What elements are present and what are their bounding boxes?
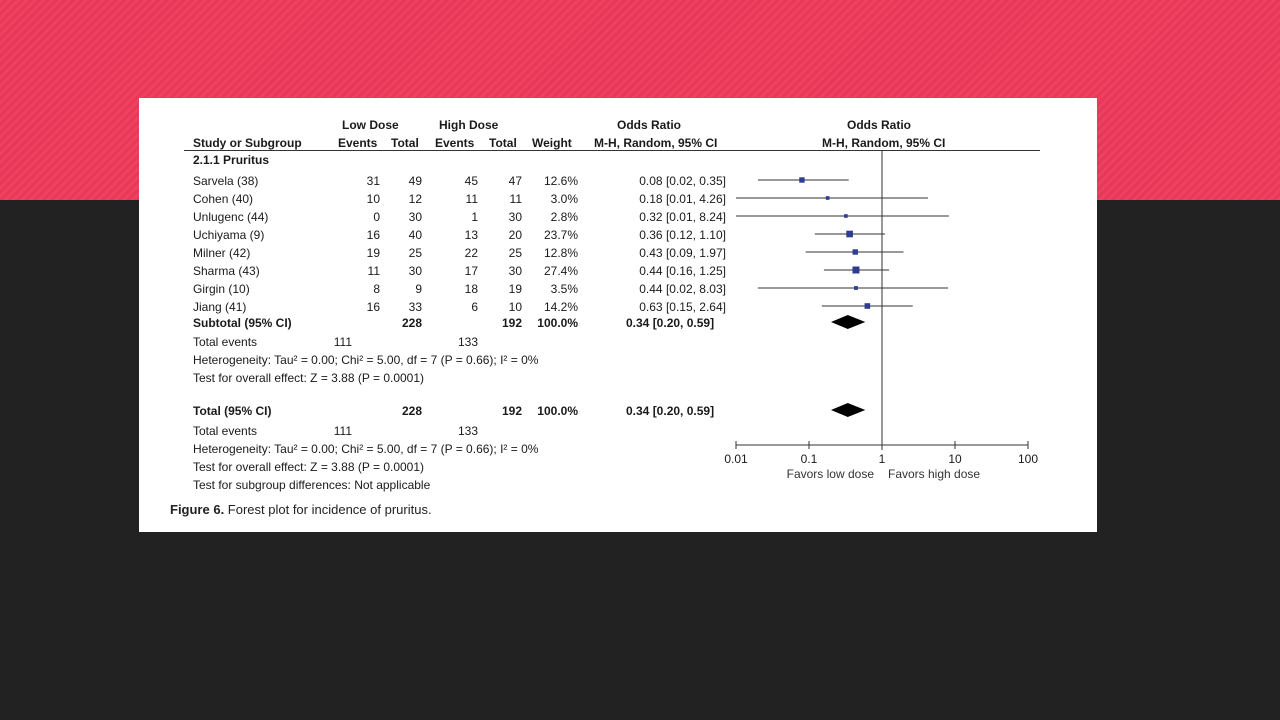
row-weight: 12.8% (543, 246, 578, 260)
subtotal-events-low: 111 (333, 335, 352, 349)
row-study: Sharma (43) (193, 264, 260, 278)
total-total-high: 192 (501, 404, 522, 418)
subtotal-ci: 0.34 [0.20, 0.59] (626, 316, 715, 330)
low-dose-header: Low Dose (342, 118, 399, 132)
row-total-low: 30 (408, 210, 422, 224)
study-marker (853, 249, 858, 254)
subtotal-total-low: 228 (401, 316, 422, 330)
row-weight: 3.0% (550, 192, 578, 206)
row-study: Uchiyama (9) (193, 228, 265, 242)
row-events-low: 16 (366, 300, 380, 314)
odds-ratio-right-header: Odds Ratio (847, 118, 912, 132)
favors-high-label: Favors high dose (888, 467, 981, 481)
total-events-label: Total events (193, 424, 258, 438)
subtotal-label: Subtotal (95% CI) (193, 316, 292, 330)
high-dose-header: High Dose (439, 118, 499, 132)
study-marker (846, 231, 853, 238)
row-weight: 3.5% (550, 282, 578, 296)
row-events-high: 6 (471, 300, 478, 314)
row-events-low: 10 (366, 192, 380, 206)
row-total-high: 25 (508, 246, 522, 260)
total-weight: 100.0% (537, 404, 578, 418)
row-total-high: 30 (508, 210, 522, 224)
row-total-high: 10 (508, 300, 522, 314)
row-events-low: 31 (366, 174, 380, 188)
row-total-low: 9 (415, 282, 422, 296)
total-total-low: 228 (401, 404, 422, 418)
study-marker (865, 303, 871, 309)
row-total-low: 25 (408, 246, 422, 260)
subgroup-title: 2.1.1 Pruritus (193, 153, 270, 167)
favors-low-label: Favors low dose (786, 467, 874, 481)
row-total-high: 30 (508, 264, 522, 278)
row-events-high: 13 (464, 228, 478, 242)
subtotal-weight: 100.0% (537, 316, 578, 330)
total-events-low: 111 (333, 424, 352, 438)
forest-plot (139, 98, 1097, 532)
col-total-low: Total (391, 136, 419, 150)
row-total-high: 19 (508, 282, 522, 296)
row-ci: 0.18 [0.01, 4.26] (639, 192, 726, 206)
col-events-high: Events (435, 136, 475, 150)
x-tick-label: 100 (1017, 452, 1039, 466)
row-events-low: 8 (373, 282, 380, 296)
total-ci: 0.34 [0.20, 0.59] (626, 404, 715, 418)
x-tick-label: 1 (878, 452, 886, 466)
row-total-low: 30 (408, 264, 422, 278)
row-total-high: 47 (508, 174, 522, 188)
col-weight: Weight (532, 136, 572, 150)
row-events-high: 18 (464, 282, 478, 296)
row-ci: 0.63 [0.15, 2.64] (639, 300, 726, 314)
col-method-left: M-H, Random, 95% CI (594, 136, 718, 150)
col-method-right: M-H, Random, 95% CI (822, 136, 946, 150)
study-marker (852, 267, 859, 274)
col-total-high: Total (489, 136, 517, 150)
total-heterogeneity: Heterogeneity: Tau² = 0.00; Chi² = 5.00, df = 7 (P = 0.66); I² = 0% (193, 442, 539, 456)
row-ci: 0.32 [0.01, 8.24] (639, 210, 726, 224)
row-weight: 12.6% (543, 174, 578, 188)
row-events-high: 45 (464, 174, 478, 188)
study-marker (799, 177, 804, 182)
pooled-diamond (831, 403, 865, 417)
row-total-low: 12 (408, 192, 422, 206)
total-events-high: 133 (457, 424, 478, 438)
row-events-low: 16 (366, 228, 380, 242)
col-study: Study or Subgroup (193, 136, 302, 150)
caption-label: Figure 6. (170, 502, 225, 517)
row-ci: 0.43 [0.09, 1.97] (639, 246, 726, 260)
row-events-low: 19 (366, 246, 380, 260)
subtotal-total-high: 192 (501, 316, 522, 330)
study-marker (844, 214, 848, 218)
forest-plot-figure (139, 98, 1097, 532)
row-events-low: 0 (373, 210, 380, 224)
row-events-high: 11 (465, 192, 478, 206)
row-ci: 0.36 [0.12, 1.10] (639, 228, 726, 242)
row-study: Unlugenc (44) (193, 210, 269, 224)
row-events-high: 22 (464, 246, 478, 260)
row-total-high: 11 (509, 192, 522, 206)
odds-ratio-left-header: Odds Ratio (617, 118, 682, 132)
row-weight: 27.4% (543, 264, 578, 278)
subtotal-heterogeneity: Heterogeneity: Tau² = 0.00; Chi² = 5.00, df = 7 (P = 0.66); I² = 0% (193, 353, 539, 367)
row-study: Cohen (40) (193, 192, 254, 206)
row-study: Milner (42) (193, 246, 251, 260)
caption-text: Forest plot for incidence of pruritus. (224, 502, 432, 517)
figure-caption (170, 502, 432, 517)
pooled-diamond (831, 315, 865, 329)
subtotal-events-high: 133 (457, 335, 478, 349)
row-events-high: 17 (464, 264, 478, 278)
row-weight: 23.7% (543, 228, 578, 242)
row-total-low: 33 (408, 300, 422, 314)
row-study: Jiang (41) (193, 300, 247, 314)
row-total-low: 40 (408, 228, 422, 242)
row-events-low: 11 (367, 264, 380, 278)
x-tick-label: 0.01 (724, 452, 748, 466)
row-total-low: 49 (408, 174, 422, 188)
x-tick-label: 0.1 (800, 452, 818, 466)
row-total-high: 20 (508, 228, 522, 242)
total-overall-effect: Test for overall effect: Z = 3.88 (P = 0.0001) (193, 460, 425, 474)
row-study: Sarvela (38) (193, 174, 259, 188)
row-study: Girgin (10) (193, 282, 250, 296)
col-events-low: Events (338, 136, 378, 150)
study-marker (826, 196, 830, 200)
row-ci: 0.08 [0.02, 0.35] (639, 174, 726, 188)
row-weight: 14.2% (543, 300, 578, 314)
row-ci: 0.44 [0.02, 8.03] (639, 282, 726, 296)
row-events-high: 1 (471, 210, 478, 224)
subtotal-overall-effect: Test for overall effect: Z = 3.88 (P = 0.0001) (193, 371, 425, 385)
x-tick-label: 10 (948, 452, 962, 466)
subgroup-differences: Test for subgroup differences: Not applicable (193, 478, 431, 492)
total-label: Total (95% CI) (193, 404, 272, 418)
study-marker (854, 286, 858, 290)
row-ci: 0.44 [0.16, 1.25] (639, 264, 726, 278)
row-weight: 2.8% (550, 210, 578, 224)
subtotal-events-label: Total events (193, 335, 258, 349)
